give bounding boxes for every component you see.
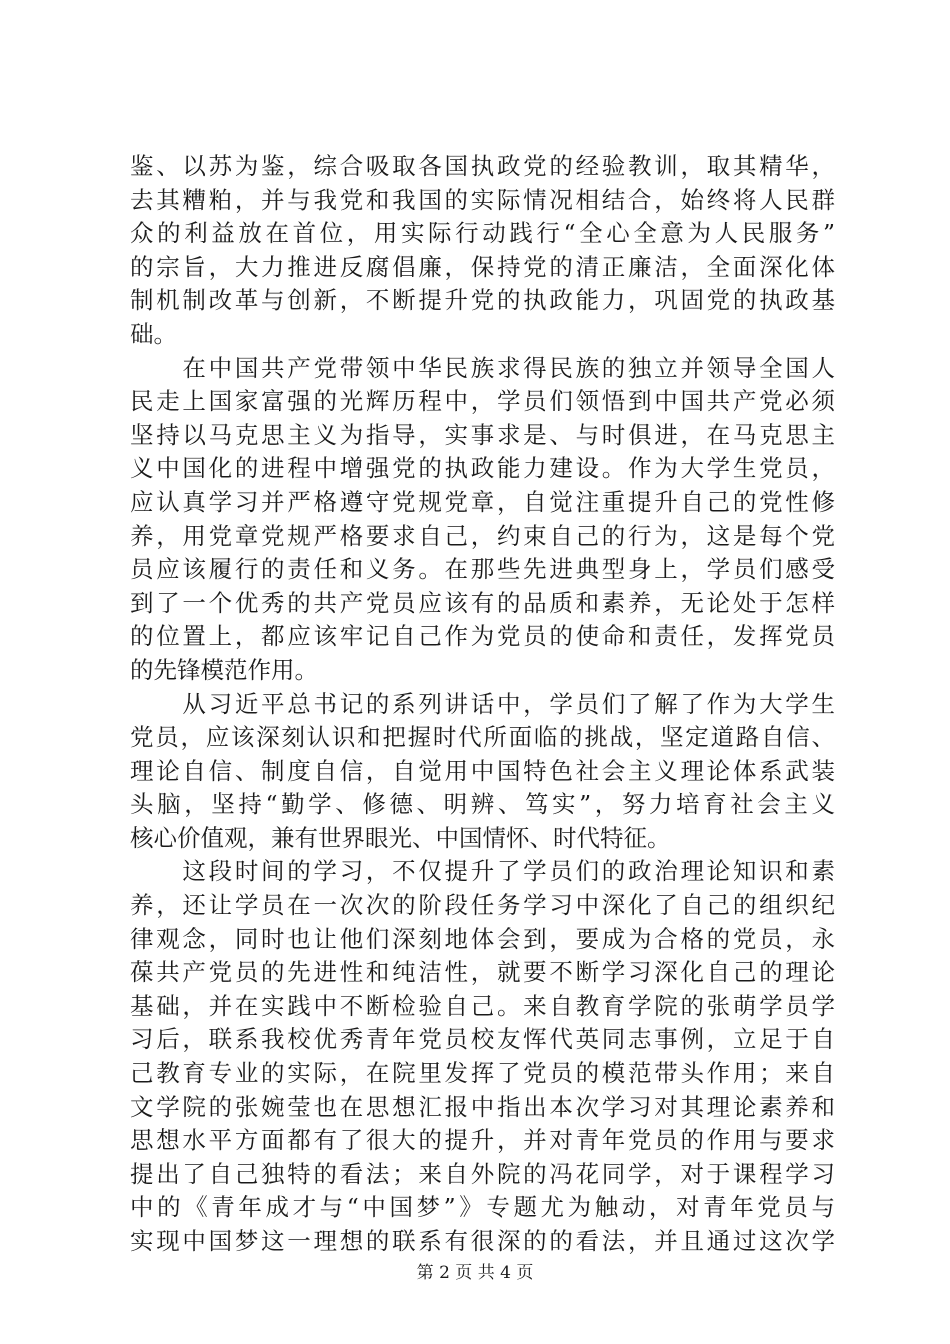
- text-line: 的先锋模范作用。: [130, 655, 318, 684]
- text-line: 文学院的张婉莹也在思想汇报中指出本次学习对其理论素养和: [130, 1092, 835, 1121]
- text-line: 础。: [130, 319, 177, 348]
- text-line: 坚持以马克思主义为指导，实事求是、与时俱进，在马克思主: [130, 420, 835, 449]
- text-line: 核心价值观，兼有世界眼光、中国情怀、时代特征。: [130, 823, 671, 852]
- text-line: 葆共产党员的先进性和纯洁性，就要不断学习深化自己的理论: [130, 958, 835, 987]
- text-line: 习后，联系我校优秀青年党员校友恽代英同志事例，立足于自: [130, 1025, 835, 1054]
- text-line: 应认真学习并严格遵守党规党章，自觉注重提升自己的党性修: [130, 487, 835, 516]
- page-footer: 第 2 页 共 4 页: [416, 1263, 534, 1283]
- text-line: 理论自信、制度自信，自觉用中国特色社会主义理论体系武装: [130, 756, 835, 785]
- text-line: 到了一个优秀的共产党员应该有的品质和素养，无论处于怎样: [130, 588, 835, 617]
- text-line: 的位置上，都应该牢记自己作为党员的使命和责任，发挥党员: [130, 622, 835, 651]
- text-line: 思想水平方面都有了很大的提升，并对青年党员的作用与要求: [130, 1126, 835, 1155]
- text-line: 制机制改革与创新，不断提升党的执政能力，巩固党的执政基: [130, 286, 835, 315]
- text-line: 鉴、以苏为鉴，综合吸取各国执政党的经验教训，取其精华，: [130, 152, 835, 180]
- text-line: 义中国化的进程中增强党的执政能力建设。作为大学生党员，: [130, 454, 835, 483]
- text-line: 头脑，坚持“勤学、修德、明辨、笃实”，努力培育社会主义: [130, 790, 835, 819]
- text-line: 众的利益放在首位，用实际行动践行“全心全意为人民服务”: [130, 219, 835, 248]
- text-line: 基础，并在实践中不断检验自己。来自教育学院的张萌学员学: [130, 991, 835, 1020]
- text-line: 实现中国梦这一理想的联系有很深的的看法，并且通过这次学: [130, 1227, 835, 1255]
- text-line: 党员，应该深刻认识和把握时代所面临的挑战，坚定道路自信、: [130, 723, 835, 752]
- body-text: [130, 150, 835, 1259]
- text-line: 在中国共产党带领中华民族求得民族的独立并领导全国人: [130, 353, 835, 382]
- text-line: 律观念，同时也让他们深刻地体会到，要成为合格的党员，永: [130, 924, 835, 953]
- text-line: 这段时间的学习，不仅提升了学员们的政治理论知识和素: [130, 857, 835, 886]
- text-line: 从习近平总书记的系列讲话中，学员们了解了作为大学生: [130, 689, 835, 718]
- text-line: 员应该履行的责任和义务。在那些先进典型身上，学员们感受: [130, 555, 835, 584]
- text-line: 民走上国家富强的光辉历程中，学员们领悟到中国共产党必须: [130, 387, 835, 416]
- text-line: 中的《青年成才与“中国梦”》专题尤为触动，对青年党员与: [130, 1193, 835, 1222]
- text-line: 提出了自己独特的看法；来自外院的冯花同学，对于课程学习: [130, 1159, 835, 1188]
- text-line: 养，还让学员在一次次的阶段任务学习中深化了自己的组织纪: [130, 891, 835, 920]
- text-line: 养，用党章党规严格要求自己，约束自己的行为，这是每个党: [130, 521, 835, 550]
- text-line: 己教育专业的实际，在院里发挥了党员的模范带头作用；来自: [130, 1059, 835, 1088]
- text-line: 的宗旨，大力推进反腐倡廉，保持党的清正廉洁，全面深化体: [130, 252, 835, 281]
- text-line: 去其糟粕，并与我党和我国的实际情况相结合，始终将人民群: [130, 185, 835, 214]
